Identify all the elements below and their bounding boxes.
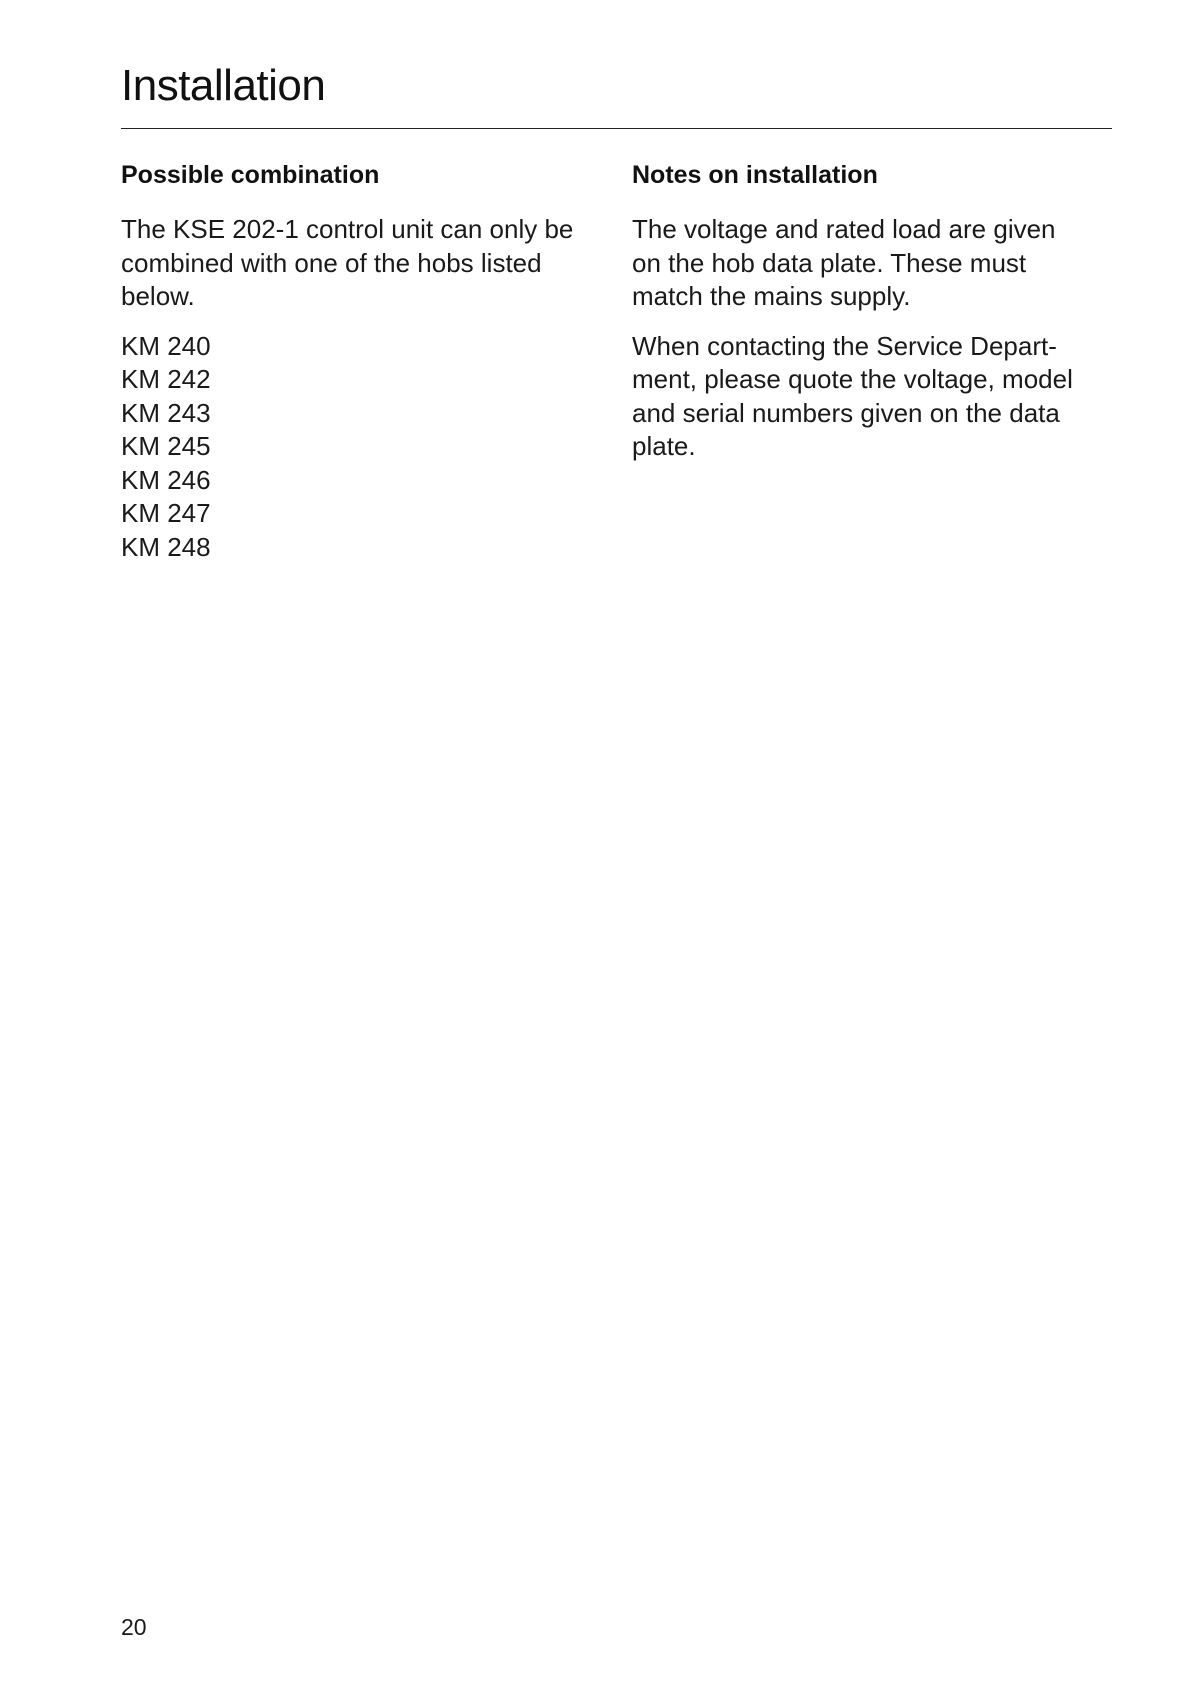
voltage-line: on the hob data plate. These must <box>632 247 1027 278</box>
page-title: Installation <box>121 61 326 110</box>
possible-combination-section <box>121 158 601 564</box>
installation-notes-section <box>632 158 1112 480</box>
service-line: ment, please quote the voltage, model <box>632 364 1073 394</box>
service-line: When contacting the Service Depart- <box>632 330 1057 361</box>
hob-model-item: KM 243 <box>121 397 211 428</box>
page-number: 20 <box>121 1614 147 1640</box>
hob-model-item: KM 246 <box>121 464 211 495</box>
title-divider <box>121 128 1112 129</box>
hob-model-item: KM 248 <box>121 531 211 562</box>
service-paragraph <box>632 330 1112 464</box>
hob-model-list <box>121 330 601 565</box>
voltage-line: match the mains supply. <box>632 281 911 311</box>
hob-model-item: KM 247 <box>121 498 211 528</box>
hob-model-item: KM 245 <box>121 431 211 461</box>
combination-line: below. <box>121 281 195 311</box>
voltage-paragraph <box>632 213 1112 314</box>
hob-model-item: KM 242 <box>121 364 211 394</box>
combination-paragraph <box>121 213 601 314</box>
possible-combination-heading: Possible combination <box>121 161 380 189</box>
service-line: and serial numbers given on the data <box>632 397 1060 428</box>
voltage-line: The voltage and rated load are given <box>632 214 1056 244</box>
installation-notes-heading: Notes on installation <box>632 161 878 189</box>
hob-model-item: KM 240 <box>121 330 211 361</box>
combination-line: The KSE 202-1 control unit can only be <box>121 214 574 244</box>
combination-line: combined with one of the hobs listed <box>121 247 542 278</box>
service-line: plate. <box>632 431 696 461</box>
